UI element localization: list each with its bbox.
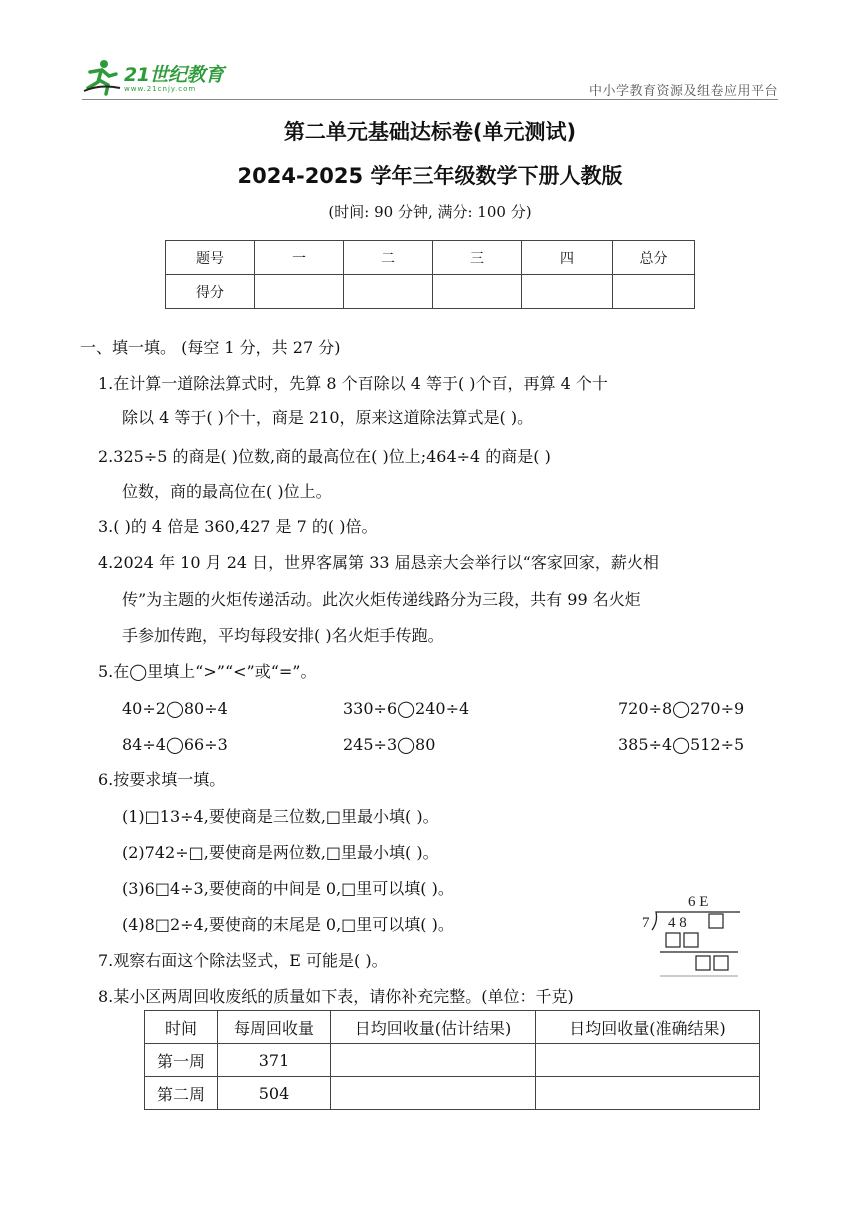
table-row <box>145 1077 760 1110</box>
score-cell <box>255 275 344 309</box>
table-header-cell: 每周回收量 <box>218 1011 331 1044</box>
comparison-item: 40÷2◯80÷4 <box>122 699 228 718</box>
table-cell: 第一周 <box>145 1044 218 1077</box>
long-division-figure <box>640 888 750 978</box>
question-4-line-3: 手参加传跑，平均每段安排( )名火炬手传跑。 <box>122 626 444 645</box>
question-5-prompt: 5.在◯里填上“>”“<”或“=”。 <box>98 662 317 681</box>
question-1-line-2: 除以 4 等于( )个十，商是 210，原来这道除法算式是( )。 <box>122 408 534 427</box>
exam-info: (时间: 90 分钟, 满分: 100 分) <box>328 203 532 221</box>
score-table-row <box>166 275 695 309</box>
blank-box <box>666 933 680 947</box>
table-row <box>145 1044 760 1077</box>
blank-box <box>684 933 698 947</box>
question-6-item: (1)□13÷4,要使商是三位数,□里最小填( )。 <box>122 807 439 826</box>
long-division-diagram <box>640 888 750 978</box>
score-header-cell: 题号 <box>166 241 255 275</box>
section-heading: 一、填一填。 (每空 1 分，共 27 分) <box>80 338 341 357</box>
score-row-label: 得分 <box>166 275 255 309</box>
division-divisor: 7 <box>642 915 650 931</box>
comparison-item: 245÷3◯80 <box>343 735 436 754</box>
question-6-item: (2)742÷□,要使商是两位数,□里最小填( )。 <box>122 843 439 862</box>
logo-url: www.21cnjy.com <box>124 85 197 93</box>
blank-box <box>696 956 710 970</box>
score-cell <box>344 275 433 309</box>
table-cell <box>331 1077 536 1110</box>
table-cell: 504 <box>218 1077 331 1110</box>
question-1-line-1: 1.在计算一道除法算式时，先算 8 个百除以 4 等于( )个百，再算 4 个十 <box>98 374 608 393</box>
question-2-line-1: 2.325÷5 的商是( )位数,商的最高位在( )位上;464÷4 的商是( ) <box>98 447 551 466</box>
comparison-item: 720÷8◯270÷9 <box>618 699 745 718</box>
comparison-item: 330÷6◯240÷4 <box>343 699 470 718</box>
table-cell <box>536 1077 760 1110</box>
header-divider <box>82 99 778 100</box>
logo <box>82 58 242 98</box>
score-header-cell: 二 <box>344 241 433 275</box>
table-header-row <box>145 1011 760 1044</box>
runner-logo-icon <box>82 58 122 96</box>
table-cell <box>536 1044 760 1077</box>
comparison-item: 84÷4◯66÷3 <box>122 735 228 754</box>
blank-box <box>709 914 723 928</box>
page-title: 第二单元基础达标卷(单元测试) <box>283 120 577 144</box>
question-7: 7.观察右面这个除法竖式，E 可能是( )。 <box>98 951 388 970</box>
score-header-cell: 总分 <box>613 241 695 275</box>
division-dividend: 4 8 <box>668 915 687 931</box>
page-subtitle: 2024-2025 学年三年级数学下册人教版 <box>237 164 623 188</box>
question-6-item: (3)6□4÷3,要使商的中间是 0,□里可以填( )。 <box>122 879 454 898</box>
table-cell: 第二周 <box>145 1077 218 1110</box>
question-8-prompt: 8.某小区两周回收废纸的质量如下表，请你补充完整。(单位：千克) <box>98 987 574 1006</box>
table-header-cell: 时间 <box>145 1011 218 1044</box>
question-4-line-1: 4.2024 年 10 月 24 日，世界客属第 33 届恳亲大会举行以“客家回家，薪火相 <box>98 553 659 572</box>
comparison-item: 385÷4◯512÷5 <box>618 735 745 754</box>
score-header-cell: 三 <box>433 241 522 275</box>
score-cell <box>433 275 522 309</box>
question-4-line-2: 传”为主题的火炬传递活动。此次火炬传递线路分为三段，共有 99 名火炬 <box>122 590 641 609</box>
score-header-cell: 一 <box>255 241 344 275</box>
table-cell <box>331 1044 536 1077</box>
question-3: 3.( )的 4 倍是 360,427 是 7 的( )倍。 <box>98 517 378 536</box>
table-header-cell: 日均回收量(准确结果) <box>536 1011 760 1044</box>
question-6-item: (4)8□2÷4,要使商的末尾是 0,□里可以填( )。 <box>122 915 454 934</box>
score-header-cell: 四 <box>522 241 613 275</box>
division-quotient: 6 E <box>688 894 709 910</box>
recycle-table <box>144 1010 760 1110</box>
question-2-line-2: 位数，商的最高位在( )位上。 <box>122 482 332 501</box>
question-6-prompt: 6.按要求填一填。 <box>98 770 226 789</box>
logo-text: 21世纪教育 <box>124 64 224 86</box>
platform-label: 中小学教育资源及组卷应用平台 <box>588 84 778 99</box>
score-table-header-row <box>166 241 695 275</box>
score-table <box>165 240 695 309</box>
score-cell <box>613 275 695 309</box>
table-header-cell: 日均回收量(估计结果) <box>331 1011 536 1044</box>
blank-box <box>714 956 728 970</box>
table-cell: 371 <box>218 1044 331 1077</box>
score-cell <box>522 275 613 309</box>
